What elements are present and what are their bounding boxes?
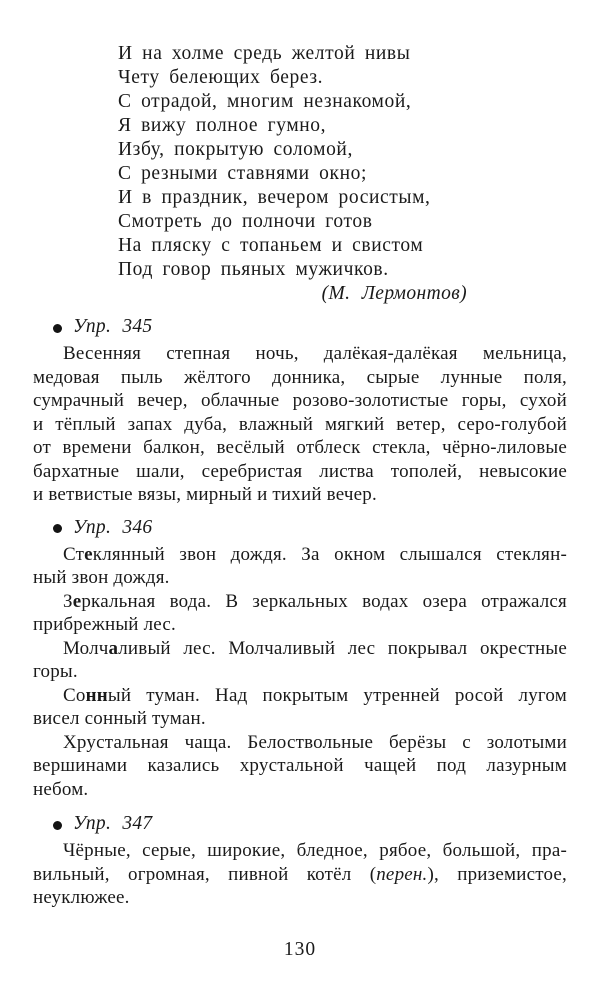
- text-line: сумрачный вечер, облачные розово-золотистые горы, сухой: [33, 390, 567, 411]
- exercise-347-header: [33, 812, 567, 836]
- text-line: Чёрные, серые, широкие, бледное, рябое, большой, пра-: [63, 840, 567, 861]
- text-line: небом.: [33, 778, 89, 800]
- text-line: медовая пыль жёлтого донника, сырые лунные поля,: [33, 366, 567, 388]
- poem-line: С отрадой, многим незнакомой,: [118, 91, 412, 112]
- text-line: прибрежный лес.: [33, 614, 176, 635]
- bullet-icon: [53, 821, 62, 830]
- exercise-label: Упр. 346: [73, 516, 153, 538]
- poem-attribution: (М. Лермонтов): [321, 283, 467, 304]
- paragraph: [33, 731, 567, 802]
- bullet-icon: [53, 324, 62, 333]
- paragraph: [33, 590, 567, 637]
- exercise-346-body: [33, 543, 567, 802]
- exercise-label: Упр. 347: [73, 813, 153, 834]
- exercise-345-body: [33, 342, 567, 507]
- exercise-label: Упр. 345: [73, 316, 153, 337]
- text-line: от времени балкон, весёлый отблеск стекла, чёрно-лиловые: [33, 437, 567, 458]
- poem-line: Смотреть до полночи готов: [118, 211, 373, 232]
- bullet-icon: [53, 524, 62, 533]
- exercise-paragraphs: [33, 543, 567, 802]
- text-line: Стеклянный звон дождя. За окном слышался стеклян-: [63, 543, 567, 565]
- poem-section: [118, 42, 567, 282]
- poem-line: Чету белеющих берез.: [118, 67, 324, 88]
- poem-line: Я вижу полное гумно,: [118, 115, 327, 136]
- paragraph: [33, 543, 567, 590]
- exercise-paragraphs: [33, 342, 567, 507]
- text-line: бархатные шали, серебристая листва тополей, невысокие: [33, 460, 567, 482]
- paragraph: [33, 637, 567, 684]
- poem-line: И в праздник, вечером росистым,: [118, 187, 431, 208]
- poem-line: Избу, покрытую соломой,: [118, 139, 353, 160]
- page-number: 130: [283, 938, 317, 960]
- text-line: ный звон дождя.: [33, 567, 170, 588]
- text-line: вершинами казались хрустальной чащей под лазурным: [33, 755, 567, 776]
- exercise-paragraphs: [33, 839, 567, 910]
- exercise-345-header: [33, 315, 567, 339]
- paragraph: [33, 342, 567, 507]
- exercise-347-body: [33, 839, 567, 910]
- text-line: Молчаливый лес. Молчаливый лес покрывал окрестные: [63, 637, 567, 659]
- poem-line: Под говор пьяных мужичков.: [118, 259, 389, 280]
- poem-line: И на холме средь желтой нивы: [118, 43, 411, 64]
- text-line: и тёплый запах дуба, влажный мягкий ветер, серо-голубой: [33, 413, 567, 435]
- poem-lines: [118, 42, 567, 282]
- text-line: Зеркальная вода. В зеркальных водах озера отражался: [63, 590, 567, 612]
- text-line: горы.: [33, 661, 78, 682]
- text-line: и ветвистые вязы, мирный и тихий вечер.: [33, 484, 377, 505]
- text-line: неуклюжее.: [33, 887, 130, 908]
- text-line: Сонный туман. Над покрытым утренней росой лугом: [63, 684, 567, 706]
- exercise-346-header: [33, 516, 567, 540]
- text-line: вильный, огромная, пивной котёл (перен.), приземистое,: [33, 863, 567, 885]
- text-line: висел сонный туман.: [33, 708, 206, 729]
- text-line: Весенняя степная ночь, далёкая-далёкая мельница,: [63, 343, 567, 364]
- poem-line: На пляску с топаньем и свистом: [118, 235, 424, 256]
- paragraph: [33, 839, 567, 910]
- paragraph: [33, 684, 567, 731]
- poem-line: С резными ставнями окно;: [118, 163, 367, 184]
- text-line: Хрустальная чаща. Белоствольные берёзы с золотыми: [63, 731, 567, 753]
